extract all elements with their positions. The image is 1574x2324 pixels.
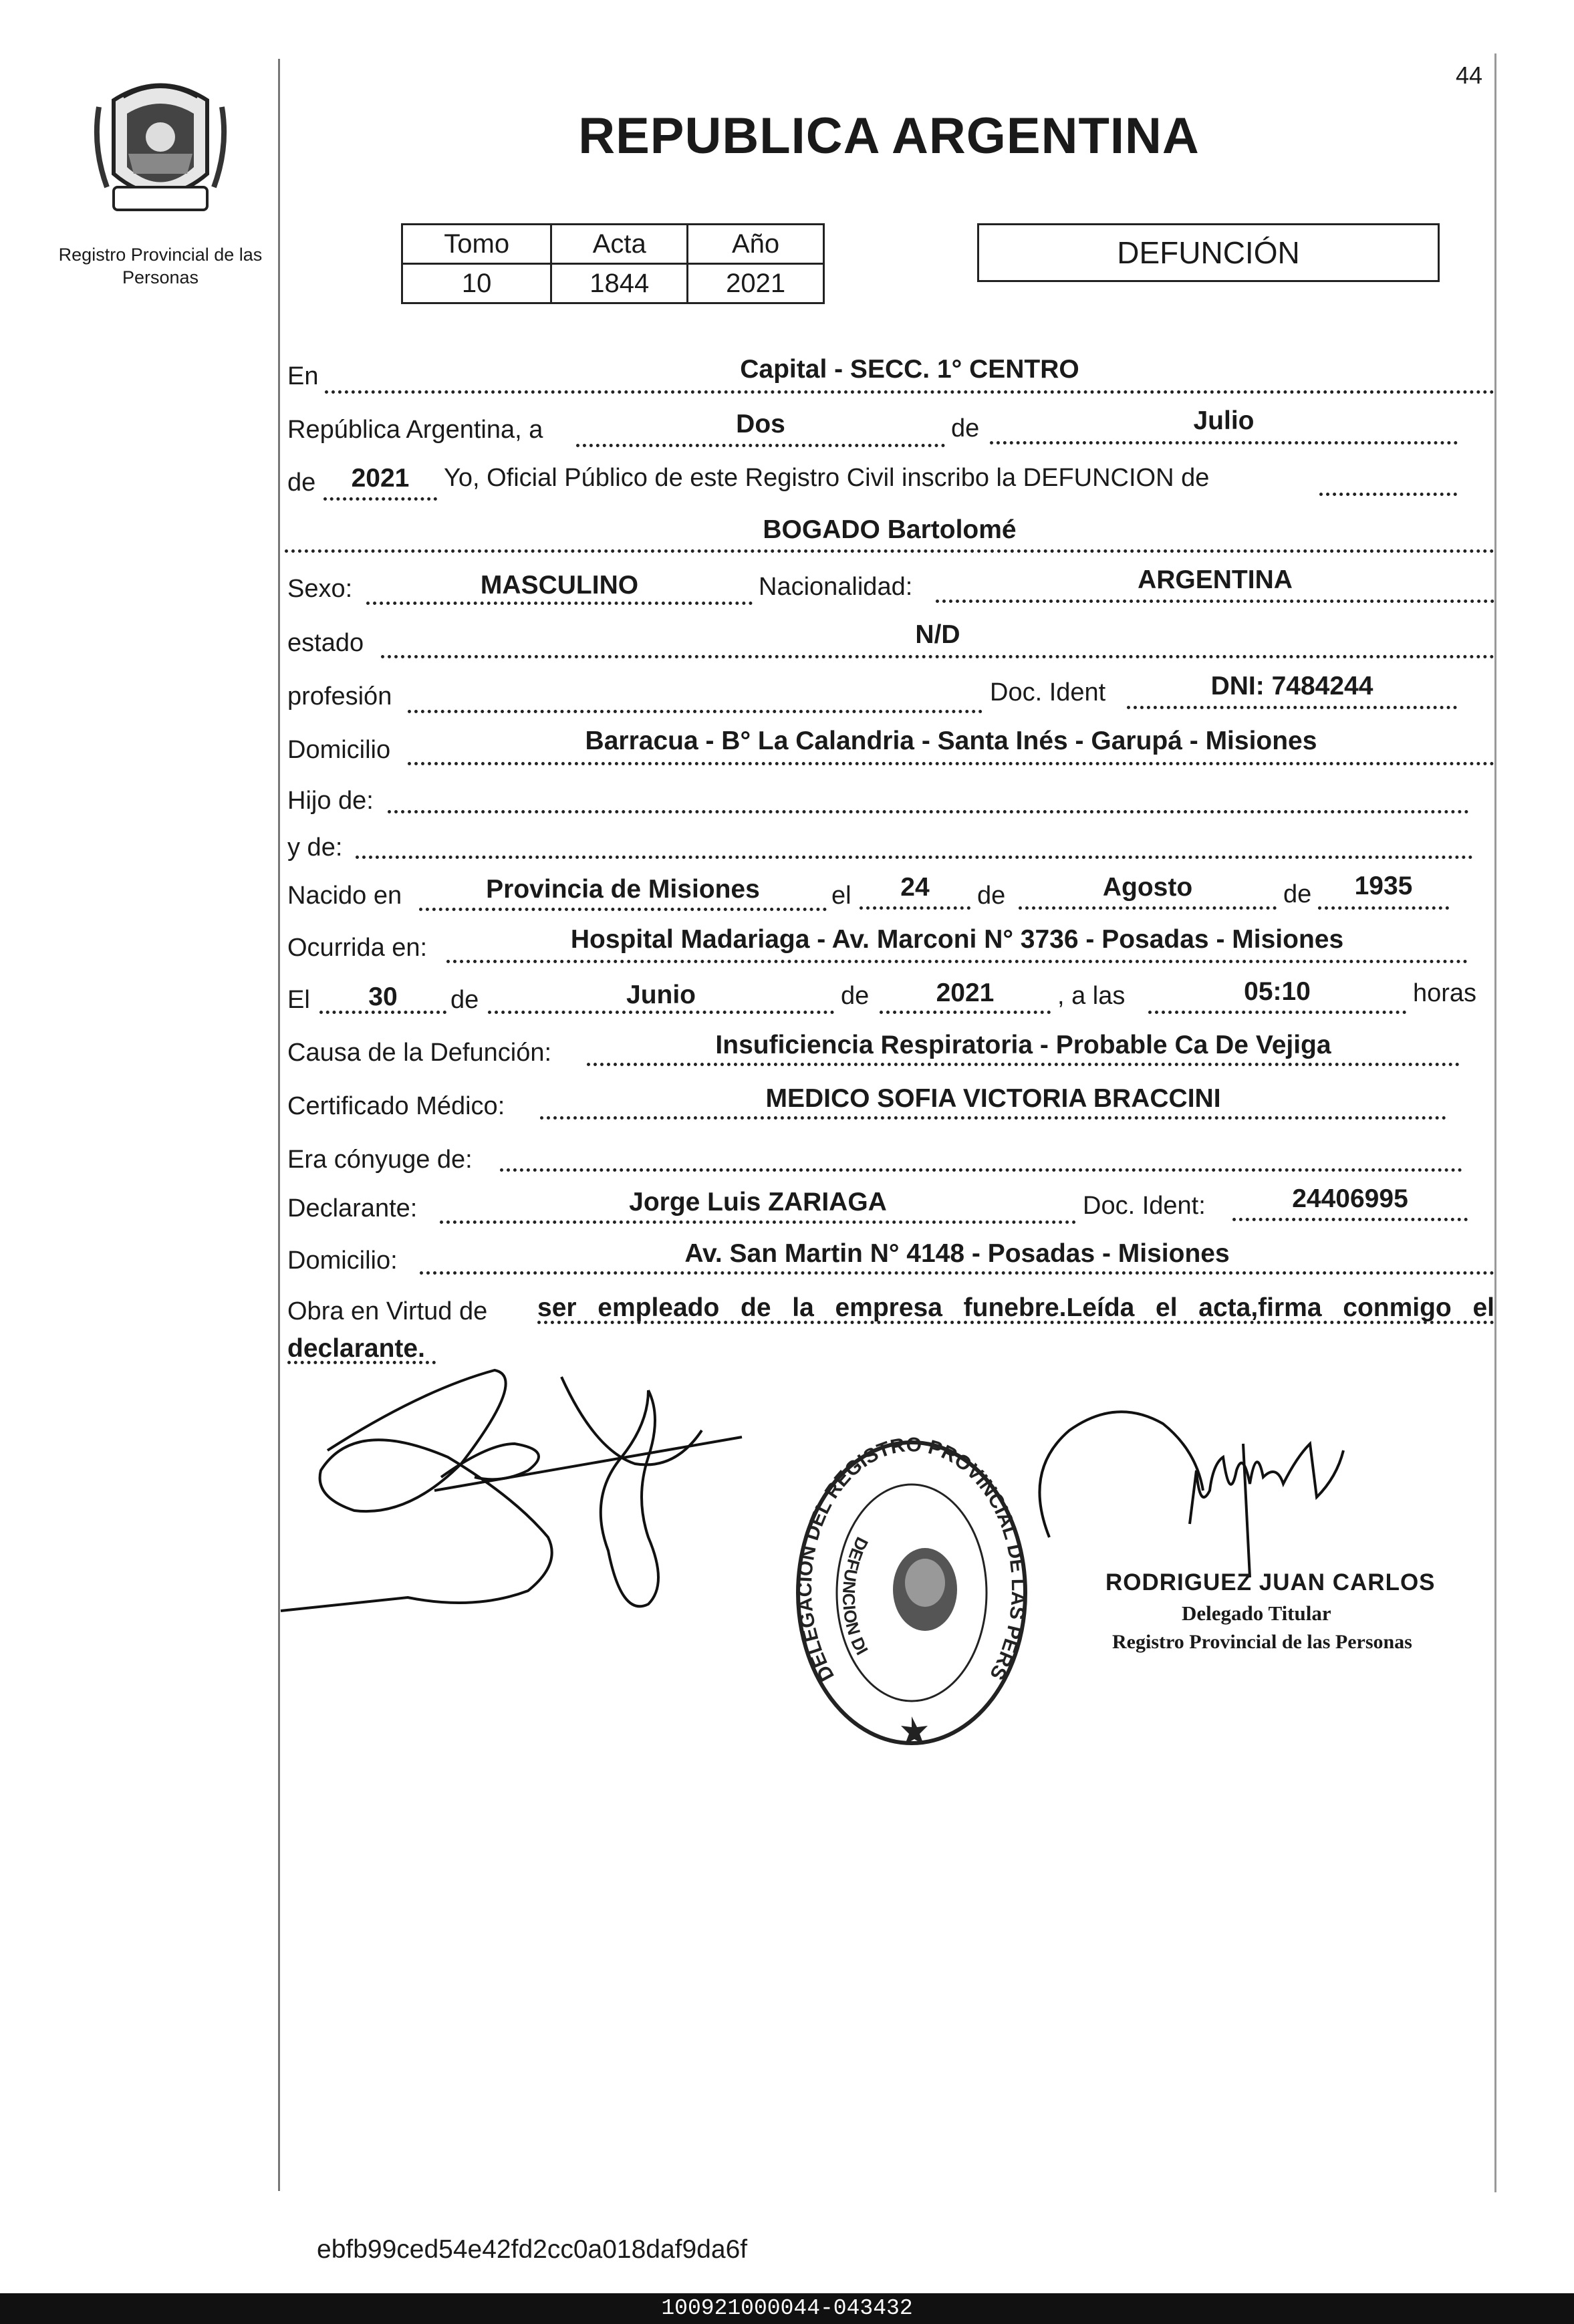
dots-conyuge (500, 1168, 1462, 1172)
right-margin-line (1494, 53, 1496, 2192)
official-signature (1029, 1404, 1457, 1591)
domicilio-value: Barracua - B° La Calandria - Santa Inés - Garupá - Misiones (585, 727, 1317, 755)
nacido-anio: 1935 (1354, 872, 1413, 900)
tomo-header: Tomo (402, 225, 551, 264)
fallecimiento-mes: Junio (626, 981, 696, 1009)
seal-inner-text: DEFUNCION DI (838, 1533, 873, 1659)
anio-inscripcion: 2021 (351, 464, 410, 493)
estado-value: N/D (915, 620, 960, 649)
official-role: Delegado Titular (1182, 1601, 1331, 1625)
mes-inscripcion: Julio (1193, 406, 1255, 435)
nacido-mes: Agosto (1102, 873, 1193, 902)
dots-mes (990, 441, 1458, 444)
label-estado: estado (287, 629, 364, 657)
dots-yo-tail (1319, 493, 1457, 496)
label-el: El (287, 986, 310, 1014)
label-nacido-en: Nacido en (287, 882, 402, 910)
dots-causa (587, 1063, 1460, 1066)
dots-declarante-doc (1232, 1218, 1468, 1221)
label-conyuge: Era cónyuge de: (287, 1146, 473, 1174)
dots-lugar (325, 390, 1494, 394)
declarante-signature (274, 1297, 755, 1671)
acta-value: 1844 (551, 264, 688, 303)
fallecimiento-anio: 2021 (936, 979, 995, 1007)
label-domicilio: Domicilio (287, 736, 391, 764)
acta-header: Acta (551, 225, 688, 264)
official-office: Registro Provincial de las Personas (1112, 1631, 1412, 1653)
doc-ident-value: DNI: 7484244 (1210, 672, 1373, 700)
tomo-value: 10 (402, 264, 551, 303)
label-de-nacido-anio: de (1283, 880, 1312, 908)
dots-sexo (366, 602, 753, 605)
dots-declarante (440, 1220, 1076, 1224)
fallecimiento-dia: 30 (368, 983, 398, 1011)
anio-header: Año (688, 225, 824, 264)
label-sexo: Sexo: (287, 575, 353, 603)
label-y-de: y de: (287, 833, 343, 862)
dots-doc-ident (1127, 706, 1457, 709)
dots-nombre (285, 549, 1494, 553)
dots-certificado (540, 1116, 1446, 1120)
dots-profesion (408, 710, 982, 713)
seal-ring-text: DELEGACION DEL REGISTRO PROVINCIAL DE LAS PERS (793, 1436, 1030, 1685)
label-profesion: profesión (287, 682, 392, 711)
causa-value: Insuficiencia Respiratoria - Probable Ca De Vejiga (715, 1031, 1331, 1059)
reference-table (401, 223, 825, 304)
dots-nacido-anio (1318, 906, 1449, 910)
dots-ocurrida-en (446, 960, 1468, 963)
label-certificado: Certificado Médico: (287, 1092, 505, 1120)
barcode-strip: 100921000044-043432 (0, 2293, 1574, 2324)
nacionalidad-value: ARGENTINA (1138, 565, 1293, 594)
dots-estado (381, 655, 1494, 658)
dots-fallecimiento-anio (880, 1011, 1051, 1014)
label-yo-oficial: Yo, Oficial Público de este Registro Civil inscribo la DEFUNCION de (444, 464, 1210, 492)
dots-domicilio (408, 762, 1494, 765)
dots-y-de (356, 856, 1473, 859)
registry-name: Registro Provincial de las Personas (58, 245, 263, 287)
label-causa: Causa de la Defunción: (287, 1039, 552, 1067)
dots-nacido-dia (860, 906, 970, 910)
label-el-nacido: el (831, 882, 851, 910)
ocurrida-en-value: Hospital Madariaga - Av. Marconi N° 3736 - Posadas - Misiones (570, 925, 1344, 954)
declarante-doc-value: 24406995 (1292, 1184, 1408, 1213)
label-doc-ident: Doc. Ident (990, 678, 1106, 706)
dots-fallecimiento-mes (488, 1011, 834, 1014)
dots-nacido-en (419, 908, 827, 911)
document-title: REPUBLICA ARGENTINA (578, 108, 1200, 164)
label-hijo-de: Hijo de: (287, 787, 374, 815)
record-type-box: DEFUNCIÓN (977, 223, 1440, 282)
dots-dia (576, 444, 945, 447)
certificado-value: MEDICO SOFIA VICTORIA BRACCINI (765, 1084, 1221, 1113)
dots-hora (1148, 1011, 1406, 1014)
province-logo (87, 74, 234, 227)
label-a-las: , a las (1057, 982, 1126, 1010)
label-domicilio-declarante: Domicilio: (287, 1247, 398, 1275)
label-de-fall-anio: de (841, 982, 870, 1010)
label-de-anio: de (287, 469, 316, 497)
domicilio-declarante-value: Av. San Martin N° 4148 - Posadas - Misiones (684, 1239, 1230, 1268)
label-declarante-doc: Doc. Ident: (1083, 1192, 1206, 1220)
dots-nacionalidad (936, 600, 1494, 603)
dots-domicilio-declarante (420, 1271, 1494, 1275)
label-declarante: Declarante: (287, 1194, 418, 1222)
dia-inscripcion: Dos (736, 410, 785, 438)
dots-hijo-de (388, 810, 1469, 813)
label-de-mes: de (951, 414, 980, 442)
nacido-dia: 24 (900, 873, 930, 902)
label-de-nacido-mes: de (977, 882, 1006, 910)
document-hash: ebfb99ced54e42fd2cc0a018daf9da6f (317, 2235, 748, 2264)
declarante-value: Jorge Luis ZARIAGA (629, 1188, 887, 1216)
obra-linea2: declarante. (287, 1334, 425, 1363)
obra-linea1: ser empleado de la empresa funebre.Leída el acta,firma conmigo el (537, 1293, 1494, 1322)
lugar-value: Capital - SECC. 1° CENTRO (740, 355, 1079, 384)
anio-value: 2021 (688, 264, 824, 303)
nombre-difunto: BOGADO Bartolomé (763, 515, 1017, 544)
dots-anio (323, 497, 437, 501)
registry-seal (791, 1436, 1032, 1750)
label-horas: horas (1413, 979, 1477, 1007)
sexo-value: MASCULINO (480, 571, 639, 600)
label-obra: Obra en Virtud de (287, 1297, 488, 1325)
page-number: 44 (1456, 61, 1483, 89)
nacido-en-value: Provincia de Misiones (486, 875, 760, 904)
official-name: RODRIGUEZ JUAN CARLOS (1105, 1569, 1436, 1595)
left-margin-line (278, 59, 280, 2191)
label-ocurrida-en: Ocurrida en: (287, 934, 428, 962)
label-republica: República Argentina, a (287, 416, 543, 444)
label-en: En (287, 362, 319, 390)
label-de-fall-mes: de (450, 986, 479, 1014)
dots-nacido-mes (1019, 906, 1277, 910)
label-nacionalidad: Nacionalidad: (759, 573, 913, 601)
hora-value: 05:10 (1244, 977, 1311, 1006)
